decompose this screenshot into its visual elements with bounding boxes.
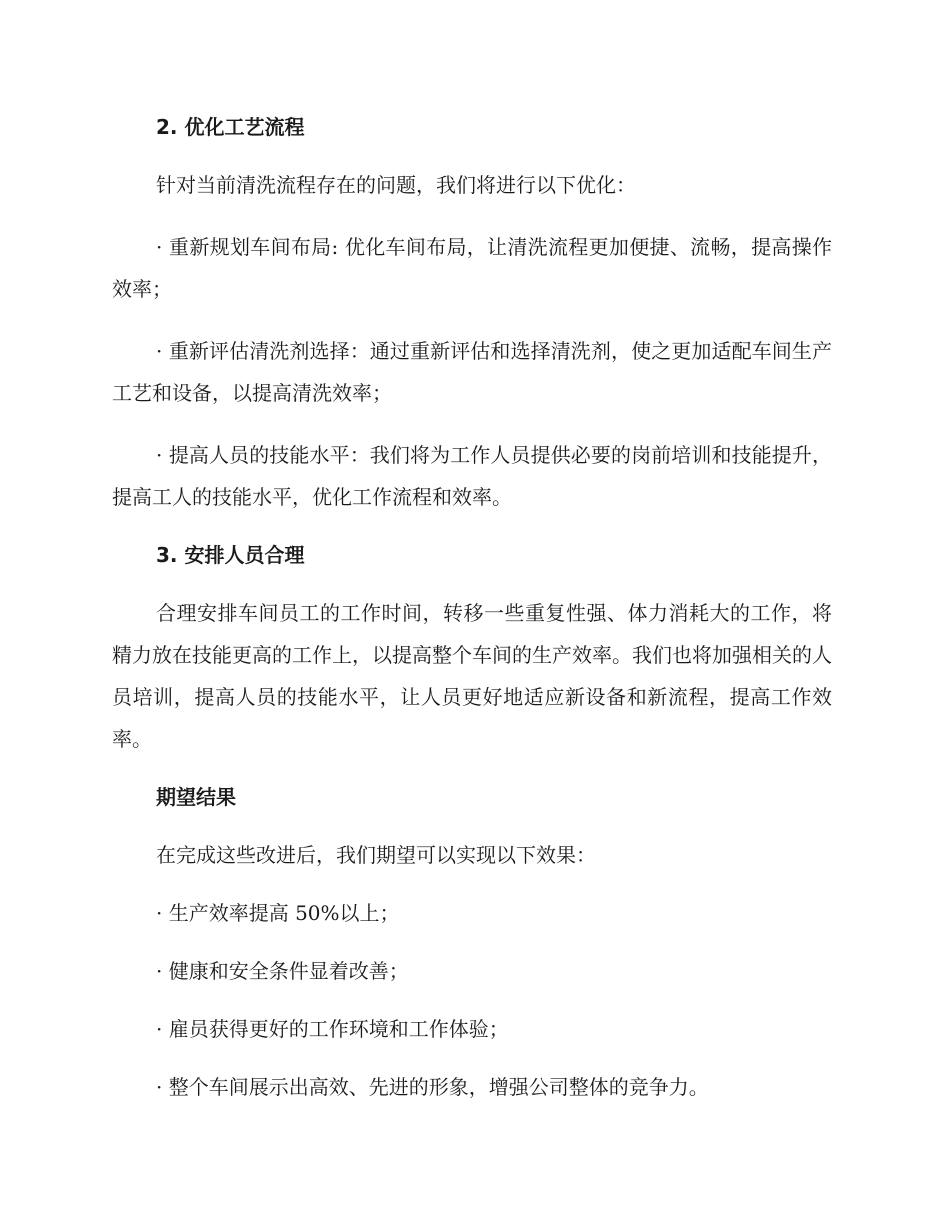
section-heading-optimize-process: 2. 优化工艺流程 [156,115,305,139]
section-heading-expected-results: 期望结果 [156,785,236,809]
bullet-item: · 健康和安全条件显着改善； [156,959,409,983]
bullet-item: · 生产效率提高 50%以上； [156,901,400,925]
bullet-item: · 提高人员的技能水平：我们将为工作人员提供必要的岗前培训和技能提升，提高工人的技能水平，优化工作流程和效率。 [112,443,832,509]
section-heading-staffing: 3. 安排人员合理 [156,543,305,567]
bullet-item: · 整个车间展示出高效、先进的形象，增强公司整体的竞争力。 [156,1075,709,1099]
document-body [112,110,832,1124]
section-intro-paragraph: 在完成这些改进后，我们期望可以实现以下效果： [156,843,596,867]
bullet-item: · 重新规划车间布局: 优化车间布局，让清洗流程更加便捷、流畅，提高操作效率； [112,235,832,301]
bullet-item: · 雇员获得更好的工作环境和工作体验； [156,1017,509,1041]
bullet-item: · 重新评估清洗剂选择：通过重新评估和选择清洗剂，使之更加适配车间生产工艺和设备，以提高清洗效率； [112,339,832,405]
section-body-paragraph: 合理安排车间员工的工作时间，转移一些重复性强、体力消耗大的工作，将精力放在技能更高的工作上，以提高整个车间的生产效率。我们也将加强相关的人员培训，提高人员的技能水平，让人员更好地适应新设备和新流程，提高工作效率。 [112,601,832,751]
section-intro-paragraph: 针对当前清洗流程存在的问题，我们将进行以下优化： [156,173,636,197]
